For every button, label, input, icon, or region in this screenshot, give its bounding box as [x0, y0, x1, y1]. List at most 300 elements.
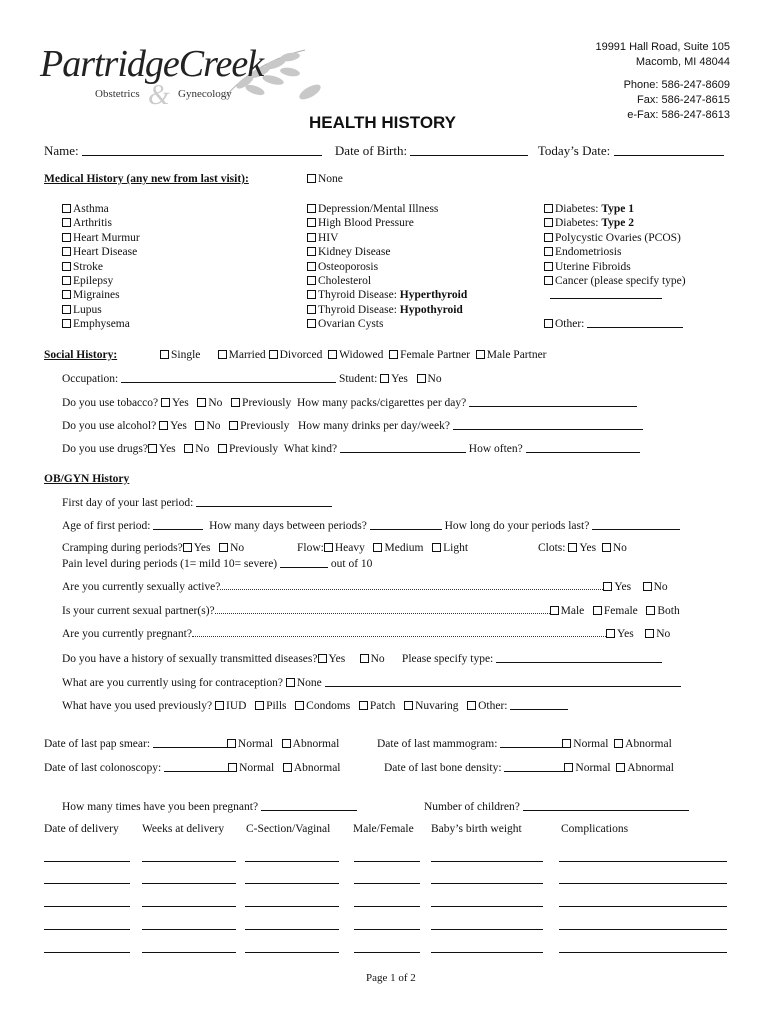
checkbox[interactable] — [160, 350, 169, 359]
checkbox[interactable] — [544, 319, 553, 328]
table-cell-field[interactable] — [559, 906, 727, 907]
no-label: No — [427, 373, 442, 385]
flow-label: Flow: — [297, 542, 324, 554]
address-line-2: Macomb, MI 48044 — [635, 56, 730, 68]
medical-history-heading: Medical History (any new from last visit): — [44, 173, 249, 185]
condition-label: Uterine Fibroids — [555, 260, 631, 273]
clots-yes-checkbox[interactable] — [568, 543, 577, 552]
occupation-label: Occupation: — [62, 373, 119, 385]
checkbox[interactable] — [62, 218, 71, 227]
pap-date-field[interactable] — [153, 737, 227, 748]
student-yes-checkbox[interactable] — [380, 374, 389, 383]
checkbox[interactable] — [307, 247, 316, 256]
normal-label: Normal — [575, 762, 611, 774]
bone-density-row — [384, 761, 674, 774]
condition-label: Heart Murmur — [73, 231, 140, 244]
previously-label: Previously — [240, 420, 290, 432]
tobacco-no-checkbox[interactable] — [197, 398, 206, 407]
condition-item[interactable] — [62, 231, 140, 245]
times-pregnant-field[interactable] — [261, 800, 357, 811]
condition-item[interactable] — [62, 202, 140, 216]
none-label: None — [318, 173, 343, 185]
checkbox[interactable] — [307, 233, 316, 242]
flow-light-checkbox[interactable] — [432, 543, 441, 552]
checkbox[interactable] — [307, 262, 316, 271]
how-long-label: How long do your periods last? — [444, 520, 590, 532]
yes-label: Yes — [616, 628, 634, 640]
condition-label: Asthma — [73, 203, 109, 215]
partner-question: Is your current sexual partner(s)? — [62, 605, 215, 617]
colonoscopy-row — [44, 761, 341, 774]
hyperthyroid-label: Hyperthyroid — [399, 289, 468, 302]
checkbox[interactable] — [62, 262, 71, 271]
colonoscopy-abnormal-checkbox[interactable] — [283, 763, 292, 772]
pain-row — [62, 557, 372, 570]
table-cell-field[interactable] — [44, 861, 130, 862]
table-cell-field[interactable] — [354, 929, 420, 930]
address-line-1: 19991 Hall Road, Suite 105 — [595, 41, 730, 53]
name-field[interactable] — [82, 145, 322, 156]
colonoscopy-label: Date of last colonoscopy: — [44, 762, 162, 774]
status-label: Widowed — [339, 349, 384, 361]
table-cell-field[interactable] — [245, 929, 339, 930]
no-label: No — [370, 653, 385, 665]
drugs-previously-checkbox[interactable] — [218, 444, 227, 453]
normal-label: Normal — [239, 762, 275, 774]
checkbox[interactable] — [307, 290, 316, 299]
yes-label: Yes — [193, 542, 211, 554]
previous-methods-row — [62, 699, 568, 712]
drugs-no-checkbox[interactable] — [184, 444, 193, 453]
out-of-label: out of 10 — [330, 558, 373, 570]
condition-item[interactable] — [307, 216, 467, 230]
table-cell-field[interactable] — [354, 952, 420, 953]
colonoscopy-date-field[interactable] — [164, 761, 228, 772]
std-no-checkbox[interactable] — [360, 654, 369, 663]
condition-item[interactable] — [307, 260, 467, 274]
no-label: No — [612, 542, 627, 554]
yes-label: Yes — [391, 373, 408, 385]
drugs-row — [62, 442, 640, 455]
checkbox[interactable] — [328, 350, 337, 359]
table-cell-field[interactable] — [559, 929, 727, 930]
drugs-yes-checkbox[interactable] — [148, 444, 157, 453]
checkbox[interactable] — [62, 204, 71, 213]
table-cell-field[interactable] — [44, 906, 130, 907]
method-pills-checkbox[interactable] — [255, 701, 264, 710]
pap-label: Date of last pap smear: — [44, 738, 151, 750]
abnormal-label: Abnormal — [293, 762, 341, 774]
both-label: Both — [657, 605, 680, 617]
method-label: Condoms — [306, 700, 351, 712]
condition-item[interactable] — [544, 231, 686, 245]
condition-item[interactable] — [307, 202, 467, 216]
first-day-field[interactable] — [196, 496, 332, 507]
condition-item[interactable] — [307, 317, 467, 331]
condition-item[interactable] — [62, 303, 140, 317]
tobacco-yes-checkbox[interactable] — [161, 398, 170, 407]
contact-block — [595, 40, 730, 123]
pap-normal-checkbox[interactable] — [227, 739, 236, 748]
light-label: Light — [443, 542, 469, 554]
other-field[interactable] — [587, 317, 683, 328]
active-yes-checkbox[interactable] — [603, 582, 612, 591]
age-first-label: Age of first period: — [62, 520, 151, 532]
table-cell-field[interactable] — [354, 861, 420, 862]
condition-label: Lupus — [73, 303, 102, 316]
table-cell-field[interactable] — [142, 906, 236, 907]
previously-label: Previously — [228, 443, 279, 455]
condition-label: Ovarian Cysts — [318, 318, 384, 331]
checkbox[interactable] — [544, 262, 553, 271]
condition-label: Depression/Mental Illness — [318, 203, 439, 215]
tobacco-previously-checkbox[interactable] — [231, 398, 240, 407]
alcohol-previously-checkbox[interactable] — [229, 421, 238, 430]
female-label: Female — [603, 605, 638, 617]
hypothyroid-label: Hypothyroid — [399, 303, 463, 316]
yes-label: Yes — [579, 542, 597, 554]
column-header: Weeks at delivery — [142, 823, 225, 835]
clots-no-checkbox[interactable] — [602, 543, 611, 552]
condition-item[interactable] — [307, 288, 467, 302]
partner-male-checkbox[interactable] — [550, 606, 559, 615]
checkbox[interactable] — [544, 218, 553, 227]
table-cell-field[interactable] — [245, 906, 339, 907]
thyroid-label: Thyroid Disease: — [318, 303, 397, 316]
std-yes-checkbox[interactable] — [318, 654, 327, 663]
cramping-no-checkbox[interactable] — [219, 543, 228, 552]
table-cell-field[interactable] — [142, 952, 236, 953]
sexually-active-question: Are you currently sexually active? — [62, 581, 221, 593]
previously-label: Previously — [242, 397, 292, 409]
checkbox[interactable] — [389, 350, 398, 359]
days-between-field[interactable] — [370, 519, 442, 530]
social-history-heading: Social History: — [44, 349, 118, 361]
status-female-partner[interactable] — [389, 349, 470, 361]
medical-col-1 — [62, 202, 140, 332]
active-no-checkbox[interactable] — [643, 582, 652, 591]
drugs-how-often: How often? — [468, 443, 523, 455]
condition-item[interactable] — [544, 202, 686, 216]
page-number: Page 1 of 2 — [366, 972, 416, 984]
pain-label: Pain level during periods (1= mild 10= severe) — [62, 558, 278, 570]
condition-label: Kidney Disease — [318, 246, 391, 259]
name-row — [44, 143, 724, 159]
condition-label: Stroke — [73, 260, 104, 273]
status-single[interactable] — [160, 349, 200, 361]
mammogram-abnormal-checkbox[interactable] — [614, 739, 623, 748]
condition-item[interactable] — [62, 274, 140, 288]
male-label: Male — [560, 605, 585, 617]
checkbox[interactable] — [62, 305, 71, 314]
yes-label: Yes — [328, 653, 346, 665]
checkbox[interactable] — [544, 247, 553, 256]
bone-abnormal-checkbox[interactable] — [616, 763, 625, 772]
bone-density-label: Date of last bone density: — [384, 762, 502, 774]
alcohol-amount-field[interactable] — [453, 419, 643, 430]
method-label: Other: — [478, 700, 508, 712]
thyroid-label: Thyroid Disease: — [318, 289, 397, 302]
checkbox[interactable] — [62, 247, 71, 256]
cancer-type-field[interactable] — [550, 288, 662, 299]
status-male-partner[interactable] — [476, 349, 547, 361]
first-day-row — [62, 496, 332, 509]
table-cell-field[interactable] — [245, 883, 339, 884]
alcohol-how-many: How many drinks per day/week? — [297, 420, 450, 432]
condition-label: Osteoporosis — [318, 260, 379, 273]
alcohol-row — [62, 419, 643, 432]
drugs-often-field[interactable] — [526, 442, 640, 453]
condition-label: Cholesterol — [318, 275, 372, 288]
bone-density-date-field[interactable] — [504, 761, 564, 772]
pregnant-yes-checkbox[interactable] — [606, 629, 615, 638]
table-cell-field[interactable] — [431, 883, 543, 884]
checkbox[interactable] — [476, 350, 485, 359]
checkbox[interactable] — [307, 305, 316, 314]
method-label: Patch — [369, 700, 396, 712]
mammogram-row — [377, 737, 672, 750]
table-cell-field[interactable] — [44, 929, 130, 930]
table-cell-field[interactable] — [142, 883, 236, 884]
checkbox[interactable] — [307, 218, 316, 227]
method-other-checkbox[interactable] — [467, 701, 476, 710]
condition-item[interactable] — [62, 260, 140, 274]
method-other-field[interactable] — [510, 699, 568, 710]
children-label: Number of children? — [424, 801, 520, 813]
table-cell-field[interactable] — [142, 929, 236, 930]
method-label: Nuvaring — [415, 700, 459, 712]
marital-status-row — [160, 349, 547, 361]
drugs-what-kind: What kind? — [283, 443, 338, 455]
status-divorced[interactable] — [269, 349, 323, 361]
children-field[interactable] — [523, 800, 689, 811]
table-cell-field[interactable] — [431, 952, 543, 953]
logo-sub-obstetrics: Obstetrics — [95, 88, 140, 100]
condition-item[interactable] — [544, 274, 686, 288]
alcohol-yes-checkbox[interactable] — [159, 421, 168, 430]
tobacco-row — [62, 396, 637, 409]
condition-item[interactable] — [62, 216, 140, 230]
medium-label: Medium — [384, 542, 424, 554]
none-checkbox[interactable] — [307, 174, 316, 183]
times-pregnant-label: How many times have you been pregnant? — [62, 801, 259, 813]
no-label: No — [195, 443, 210, 455]
student-label: Student: — [338, 373, 378, 385]
efax: e-Fax: 586-247-8613 — [627, 109, 730, 121]
page-title: HEALTH HISTORY — [309, 113, 457, 132]
obgyn-heading: OB/GYN History — [44, 473, 130, 485]
method-label: IUD — [225, 700, 247, 712]
checkbox[interactable] — [544, 233, 553, 242]
table-cell-field[interactable] — [559, 883, 727, 884]
method-patch-checkbox[interactable] — [359, 701, 368, 710]
days-between-label: How many days between periods? — [209, 520, 367, 532]
condition-item[interactable] — [62, 288, 140, 302]
medical-none[interactable] — [307, 173, 343, 185]
method-iud-checkbox[interactable] — [215, 701, 224, 710]
partner-female-checkbox[interactable] — [593, 606, 602, 615]
table-cell-field[interactable] — [431, 906, 543, 907]
period-row — [62, 519, 680, 532]
method-condoms-checkbox[interactable] — [295, 701, 304, 710]
abnormal-label: Abnormal — [292, 738, 340, 750]
medical-col-3 — [544, 202, 686, 303]
dob-label: Date of Birth: — [334, 143, 408, 158]
condition-item[interactable] — [62, 245, 140, 259]
condition-label: Emphysema — [73, 318, 130, 331]
mammogram-normal-checkbox[interactable] — [562, 739, 571, 748]
no-label: No — [653, 581, 668, 593]
table-cell-field[interactable] — [142, 861, 236, 862]
checkbox[interactable] — [307, 276, 316, 285]
pregnancy-count-row — [62, 800, 357, 813]
table-cell-field[interactable] — [245, 952, 339, 953]
yes-label: Yes — [614, 581, 632, 593]
flow-medium-checkbox[interactable] — [373, 543, 382, 552]
condition-label: Migraines — [73, 289, 120, 302]
table-cell-field[interactable] — [431, 861, 543, 862]
checkbox[interactable] — [307, 319, 316, 328]
occupation-field[interactable] — [121, 372, 336, 383]
mammogram-date-field[interactable] — [500, 737, 562, 748]
children-row — [424, 800, 689, 813]
table-cell-field[interactable] — [559, 952, 727, 953]
method-nuvaring-checkbox[interactable] — [404, 701, 413, 710]
table-cell-field[interactable] — [245, 861, 339, 862]
pap-abnormal-checkbox[interactable] — [282, 739, 291, 748]
table-cell-field[interactable] — [44, 883, 130, 884]
normal-label: Normal — [573, 738, 609, 750]
std-row — [62, 652, 662, 665]
table-cell-field[interactable] — [431, 929, 543, 930]
abnormal-label: Abnormal — [627, 762, 674, 774]
yes-label: Yes — [172, 397, 189, 409]
yes-label: Yes — [170, 420, 187, 432]
checkbox[interactable] — [62, 276, 71, 285]
alcohol-no-checkbox[interactable] — [195, 421, 204, 430]
logo-ampersand: & — [148, 80, 170, 111]
age-first-field[interactable] — [153, 519, 203, 530]
bone-normal-checkbox[interactable] — [564, 763, 573, 772]
table-cell-field[interactable] — [44, 952, 130, 953]
condition-item[interactable] — [544, 216, 686, 230]
checkbox[interactable] — [62, 290, 71, 299]
flow-heavy-checkbox[interactable] — [324, 543, 333, 552]
flow-row — [297, 542, 468, 554]
mammogram-label: Date of last mammogram: — [377, 738, 498, 750]
yes-label: Yes — [158, 443, 176, 455]
table-cell-field[interactable] — [559, 861, 727, 862]
partner-both-checkbox[interactable] — [646, 606, 655, 615]
condition-label: Cancer (please specify type) — [555, 275, 686, 288]
table-cell-field[interactable] — [354, 883, 420, 884]
condition-item[interactable] — [307, 245, 467, 259]
contraception-field[interactable] — [325, 676, 681, 687]
checkbox[interactable] — [307, 204, 316, 213]
type1-label: Type 1 — [601, 203, 635, 215]
condition-item[interactable] — [544, 245, 686, 259]
method-label: Pills — [266, 700, 287, 712]
status-label: Female Partner — [400, 349, 471, 361]
condition-item[interactable] — [62, 317, 140, 331]
pap-row — [44, 737, 339, 750]
today-field[interactable] — [614, 145, 724, 156]
status-widowed[interactable] — [328, 349, 383, 361]
cramping-label: Cramping during periods? — [62, 542, 183, 554]
today-label: Today’s Date: — [537, 143, 611, 158]
std-question: Do you have a history of sexually transmitted diseases? — [62, 653, 318, 665]
checkbox[interactable] — [218, 350, 227, 359]
drugs-question: Do you use drugs? — [62, 443, 148, 455]
tobacco-amount-field[interactable] — [469, 396, 637, 407]
pain-field[interactable] — [280, 557, 328, 568]
checkbox[interactable] — [269, 350, 278, 359]
contraception-row — [62, 676, 681, 689]
partner-row — [62, 605, 680, 617]
table-cell-field[interactable] — [354, 906, 420, 907]
condition-item[interactable] — [307, 274, 467, 288]
none-label: None — [296, 677, 322, 689]
checkbox[interactable] — [62, 233, 71, 242]
pregnant-question: Are you currently pregnant? — [62, 628, 192, 640]
no-label: No — [208, 397, 223, 409]
colonoscopy-normal-checkbox[interactable] — [228, 763, 237, 772]
other-condition[interactable] — [544, 317, 683, 330]
pregnant-no-checkbox[interactable] — [645, 629, 654, 638]
condition-item[interactable] — [307, 231, 467, 245]
how-long-field[interactable] — [592, 519, 680, 530]
checkbox[interactable] — [62, 319, 71, 328]
abnormal-label: Abnormal — [625, 738, 672, 750]
condition-label: HIV — [318, 231, 339, 244]
logo-sub-gynecology: Gynecology — [178, 88, 232, 100]
condition-label: Polycystic Ovaries (PCOS) — [555, 231, 681, 244]
heavy-label: Heavy — [334, 542, 365, 554]
fax: Fax: 586-247-8615 — [637, 94, 730, 106]
dob-field[interactable] — [410, 145, 528, 156]
cramping-yes-checkbox[interactable] — [183, 543, 192, 552]
medical-col-2 — [307, 202, 467, 332]
contraception-none-checkbox[interactable] — [286, 678, 295, 687]
other-label: Other: — [555, 318, 585, 330]
condition-label: Heart Disease — [73, 246, 138, 259]
normal-label: Normal — [237, 738, 274, 750]
tobacco-how-many: How many packs/cigarettes per day? — [297, 397, 467, 409]
status-married[interactable] — [218, 349, 266, 361]
column-header: Date of delivery — [44, 823, 119, 835]
student-no-checkbox[interactable] — [417, 374, 426, 383]
first-day-label: First day of your last period: — [62, 497, 194, 509]
column-header: C-Section/Vaginal — [246, 823, 331, 835]
status-label: Divorced — [279, 349, 323, 361]
std-type-field[interactable] — [496, 652, 662, 663]
condition-item[interactable] — [544, 260, 686, 274]
clots-label: Clots: — [538, 542, 566, 554]
type2-label: Type 2 — [601, 217, 635, 230]
condition-item[interactable] — [307, 303, 467, 317]
pregnant-row — [62, 628, 670, 640]
condition-label: Arthritis — [73, 217, 112, 230]
condition-label: High Blood Pressure — [318, 217, 414, 230]
clots-row — [538, 542, 627, 554]
condition-label: Endometriosis — [555, 246, 622, 259]
column-header: Male/Female — [353, 823, 414, 835]
checkbox[interactable] — [544, 204, 553, 213]
checkbox[interactable] — [544, 276, 553, 285]
sexually-active-row — [62, 581, 668, 593]
specify-type-label: Please specify type: — [401, 653, 494, 665]
drugs-kind-field[interactable] — [340, 442, 466, 453]
